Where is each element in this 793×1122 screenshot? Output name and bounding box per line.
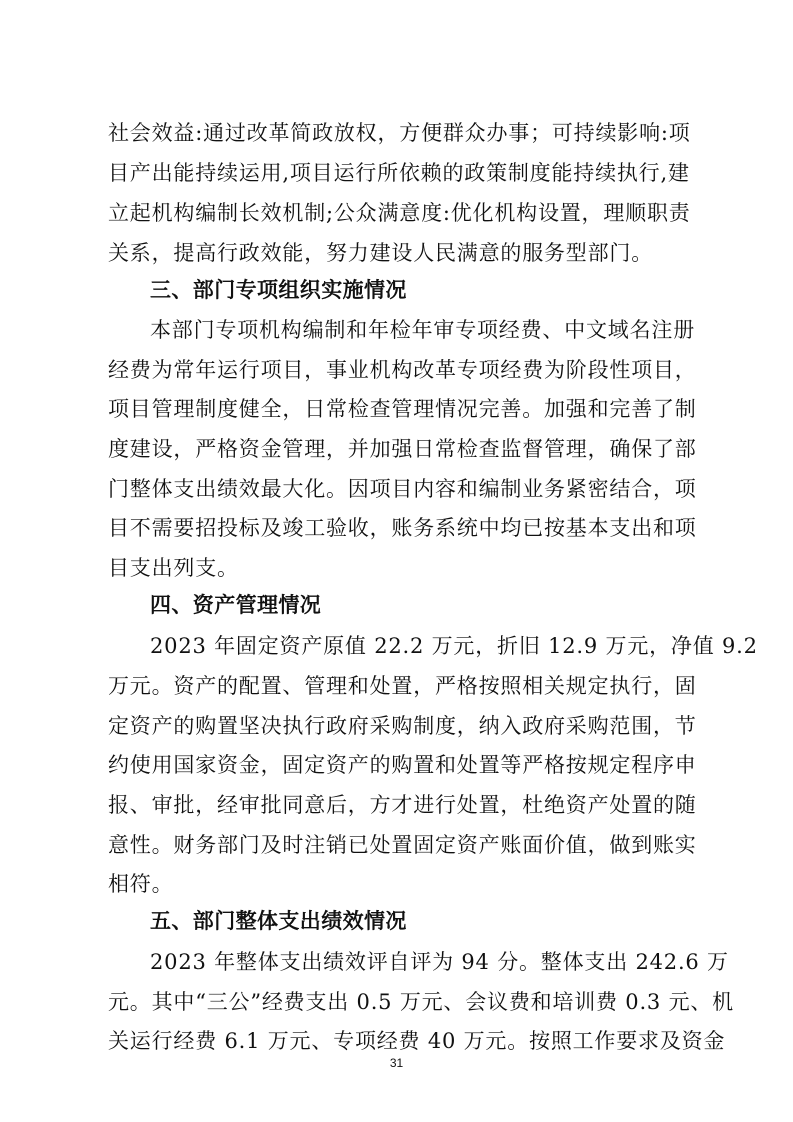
body-text-line: 万元。资产的配置、管理和处置，严格按照相关规定执行，固 [108,674,697,698]
body-text-line: 报、审批，经审批同意后，方才进行处置，杜绝资产处置的随 [108,793,697,817]
body-text-line: 目不需要招投标及竣工验收，账务系统中均已按基本支出和项 [108,516,697,540]
body-text-line: 经费为常年运行项目，事业机构改革专项经费为阶段性项目， [108,358,697,382]
body-text-line: 关系，提高行政效能，努力建设人民满意的服务型部门。 [108,241,653,265]
body-text-line: 立起机构编制长效机制;公众满意度:优化机构设置，理顺职责 [108,201,691,225]
section-heading-4: 四、资产管理情况 [150,593,322,617]
body-text-line: 目产出能持续运用,项目运行所依赖的政策制度能持续执行,建 [108,161,690,185]
body-text-line: 项目管理制度健全，日常检查管理情况完善。加强和完善了制 [108,397,697,421]
body-text-line: 定资产的购置坚决执行政府采购制度，纳入政府采购范围，节 [108,714,697,738]
body-text-line: 相符。 [108,872,174,896]
body-text-line: 约使用国家资金，固定资产的购置和处置等严格按规定程序申 [108,753,697,777]
body-text-line: 关运行经费 6.1 万元、专项经费 40 万元。按照工作要求及资金 [108,1029,726,1053]
page-number: 31 [389,1056,404,1070]
body-text-line: 门整体支出绩效最大化。因项目内容和编制业务紧密结合，项 [108,477,697,501]
body-text-line: 目支出列支。 [108,556,239,580]
section-heading-5: 五、部门整体支出绩效情况 [150,909,407,933]
body-text-line: 2023 年固定资产原值 22.2 万元，折旧 12.9 万元，净值 9.2 [150,634,758,658]
body-text-line: 社会效益:通过改革简政放权，方便群众办事；可持续影响:项 [108,121,691,145]
body-text-line: 2023 年整体支出绩效评自评为 94 分。整体支出 242.6 万 [150,950,729,974]
body-text-line: 元。其中“三公”经费支出 0.5 万元、会议费和培训费 0.3 元、机 [108,990,734,1014]
section-heading-3: 三、部门专项组织实施情况 [150,278,407,302]
body-text-line: 本部门专项机构编制和年检年审专项经费、中文域名注册 [150,318,695,342]
body-text-line: 意性。财务部门及时注销已处置固定资产账面价值，做到账实 [108,833,697,857]
body-text-line: 度建设，严格资金管理，并加强日常检查监督管理，确保了部 [108,437,697,461]
